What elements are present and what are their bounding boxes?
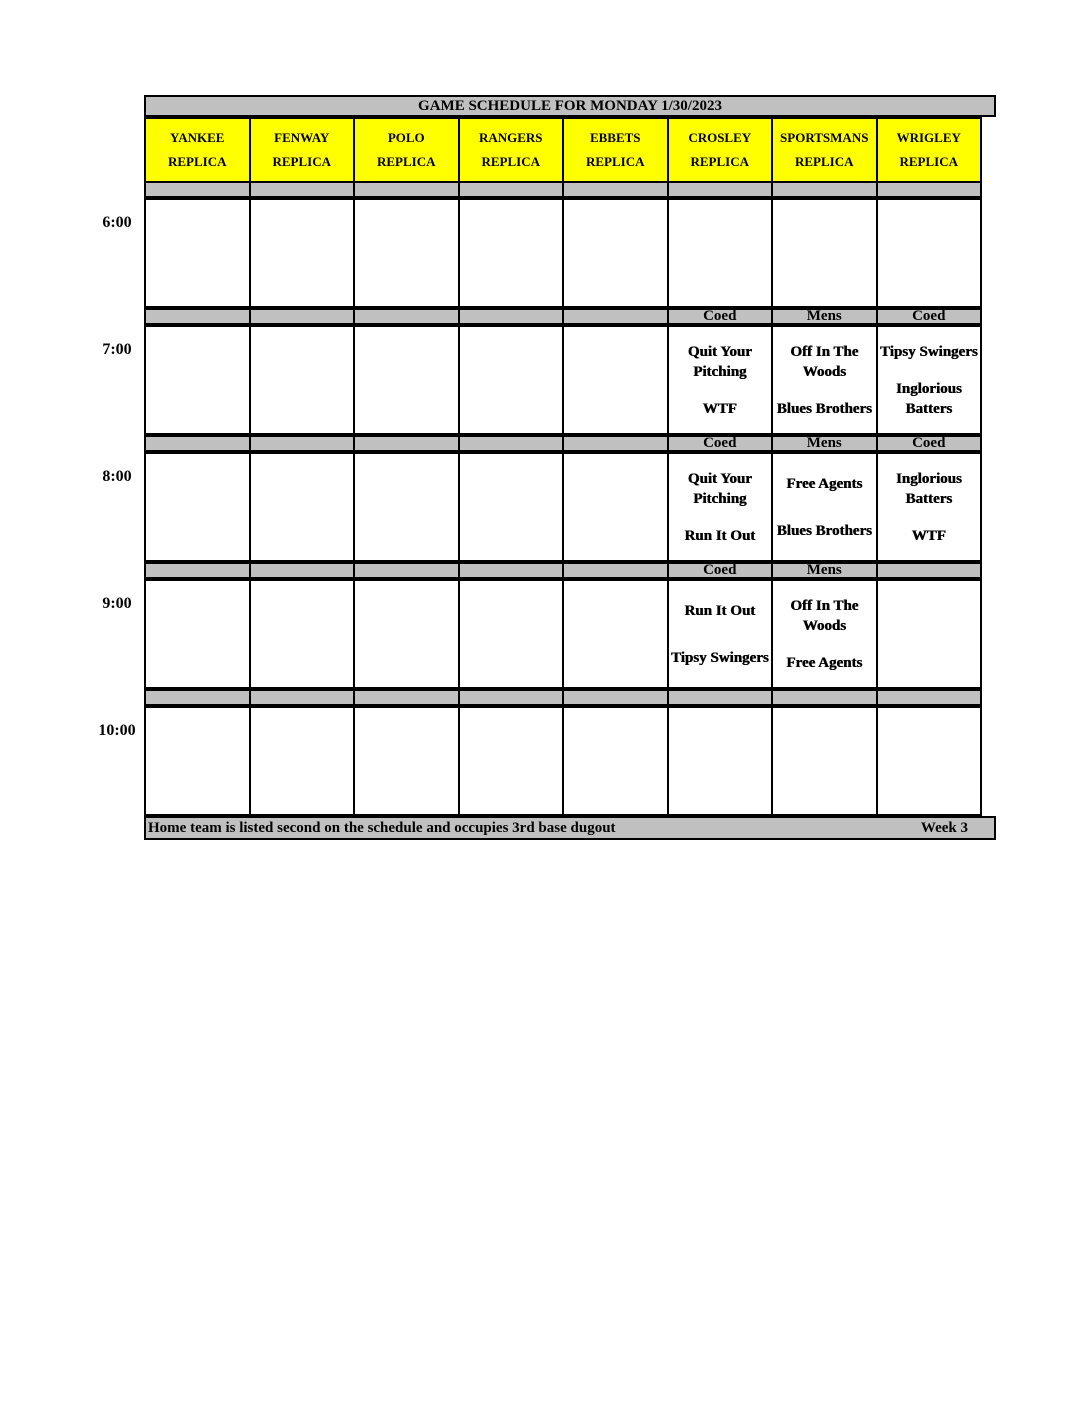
game-cell [353,579,460,689]
home-team: Inglorious Batters [895,380,962,417]
field-header-row [144,117,996,181]
field-header [144,117,251,183]
game-cell [876,706,983,816]
schedule-title: GAME SCHEDULE FOR MONDAY 1/30/2023 [144,95,996,117]
field-header [771,117,878,183]
game-cell [562,579,669,689]
game-cell [876,198,983,308]
division-label [249,689,356,706]
division-label [562,181,669,198]
game-cell [667,198,774,308]
field-name: RANGERS [478,130,543,145]
field-name: YANKEE [170,130,225,145]
game-cell [771,325,878,435]
field-header [876,117,983,183]
division-label [249,562,356,579]
away-team: Quit Your Pitching [687,343,752,380]
division-label [771,689,878,706]
field-name: EBBETS [589,130,641,145]
division-label [144,181,251,198]
division-label: Coed [667,562,774,579]
game-cell [667,706,774,816]
field-header [353,117,460,183]
field-name: WRIGLEY [896,130,961,145]
game-cell [562,325,669,435]
game-cell [458,325,565,435]
home-team: Run It Out [684,527,756,544]
game-cell [144,325,251,435]
field-name: POLO [387,130,425,145]
game-cell [562,198,669,308]
away-team: Off In The Woods [790,597,859,634]
division-label [458,562,565,579]
game-cell [562,706,669,816]
division-label [876,689,983,706]
division-label [144,562,251,579]
division-label [667,181,774,198]
division-label [144,435,251,452]
division-label: Coed [876,308,983,325]
game-cell [249,579,356,689]
division-label [353,308,460,325]
field-subtitle: REPLICA [376,154,436,169]
game-cell [249,325,356,435]
game-cell [876,579,983,689]
division-label [249,308,356,325]
home-team: Free Agents [786,654,863,671]
division-band [144,435,996,452]
division-label [144,689,251,706]
game-cell [876,452,983,562]
division-label [562,562,669,579]
game-cell [353,706,460,816]
game-cell [144,198,251,308]
time-label: 10:00 [98,722,136,739]
field-subtitle: REPLICA [794,154,854,169]
home-team-note: Home team is listed second on the schedule and occupies 3rd base dugout [148,820,616,836]
game-cell [667,325,774,435]
home-team: Blues Brothers [776,522,872,539]
game-cell [771,198,878,308]
division-label [458,181,565,198]
away-team: Run It Out [684,602,756,619]
field-name: CROSLEY [688,130,752,145]
field-name: SPORTSMANS [780,130,869,145]
division-band [144,689,996,706]
away-team: Inglorious Batters [895,470,962,507]
division-label [249,435,356,452]
game-cell [353,325,460,435]
division-label [458,435,565,452]
time-slot-row [144,706,996,816]
game-cell [353,452,460,562]
division-label [771,181,878,198]
division-label: Coed [667,435,774,452]
home-team: Tipsy Swingers [670,649,769,666]
field-header [667,117,774,183]
game-cell [876,325,983,435]
game-cell [249,706,356,816]
field-subtitle: REPLICA [690,154,749,169]
division-label: Mens [771,435,878,452]
division-label [876,562,983,579]
division-band [144,308,996,325]
field-name: FENWAY [274,130,330,145]
game-cell [771,579,878,689]
division-label: Coed [667,308,774,325]
home-team: Blues Brothers [776,400,872,417]
time-label: 9:00 [102,595,132,612]
time-label: 8:00 [102,468,132,485]
game-cell [771,706,878,816]
time-slot-row [144,579,996,689]
division-band [144,562,996,579]
field-subtitle: REPLICA [167,154,227,169]
game-cell [249,198,356,308]
division-label [667,689,774,706]
field-subtitle: REPLICA [585,154,645,169]
game-cell [249,452,356,562]
time-label: 6:00 [102,214,132,231]
game-cell [144,579,251,689]
division-label [458,308,565,325]
schedule-body [144,181,996,816]
game-cell [458,452,565,562]
home-team: WTF [702,400,737,417]
field-header [458,117,565,183]
time-slot-row [144,452,996,562]
division-label [249,181,356,198]
game-cell [667,579,774,689]
division-label [562,689,669,706]
division-label [876,181,983,198]
schedule-table [144,95,996,840]
game-cell [144,452,251,562]
away-team: Off In The Woods [790,343,859,380]
division-label [144,308,251,325]
game-cell [353,198,460,308]
division-band [144,181,996,198]
field-subtitle: REPLICA [272,154,331,169]
division-label [353,689,460,706]
division-label: Mens [771,308,878,325]
away-team: Quit Your Pitching [687,470,752,507]
schedule-footer [144,816,996,840]
away-team: Tipsy Swingers [879,343,978,360]
division-label [458,689,565,706]
time-label: 7:00 [102,341,132,358]
time-slot-row [144,325,996,435]
week-label: Week 3 [920,820,968,836]
division-label [562,308,669,325]
field-subtitle: REPLICA [481,154,540,169]
field-header [249,117,356,183]
field-header [562,117,669,183]
division-label [353,562,460,579]
division-label [353,181,460,198]
division-label [353,435,460,452]
division-label: Coed [876,435,983,452]
game-cell [667,452,774,562]
home-team: WTF [911,527,946,544]
game-cell [771,452,878,562]
game-cell [144,706,251,816]
time-slot-row [144,198,996,308]
division-label [562,435,669,452]
game-cell [458,579,565,689]
away-team: Free Agents [786,475,863,492]
game-cell [458,706,565,816]
game-cell [458,198,565,308]
field-subtitle: REPLICA [899,154,958,169]
division-label: Mens [771,562,878,579]
game-cell [562,452,669,562]
